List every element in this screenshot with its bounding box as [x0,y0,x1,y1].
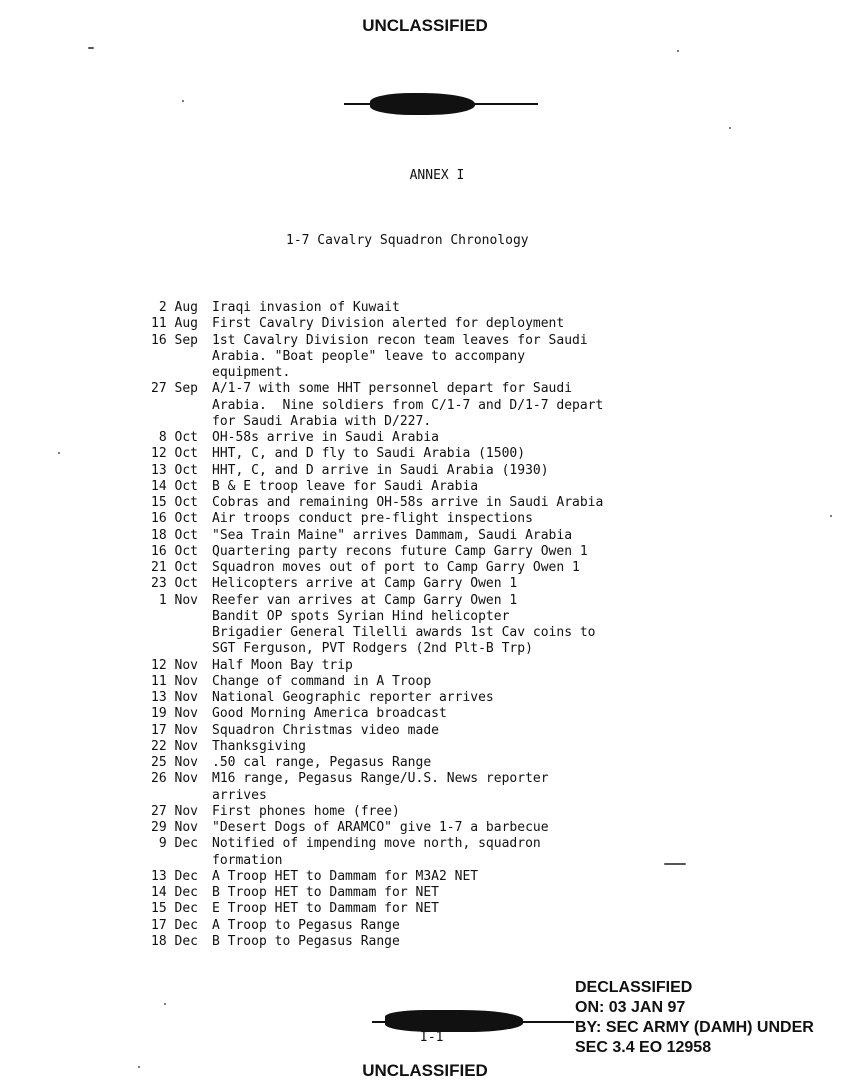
entry-date: 8 Oct [158,430,198,445]
entry-description: Notified of impending move north, squadron [212,836,541,852]
top-redaction-block [370,93,475,115]
entry-description: for Saudi Arabia with D/227. [212,413,432,429]
entry-date [140,349,212,365]
entry-description: Thanksgiving [212,738,306,754]
entry-description: SGT Ferguson, PVT Rodgers (2nd Plt-B Trp) [212,641,533,657]
chronology-entry [140,316,732,332]
chronology-entry-continuation [140,365,732,381]
entry-description: HHT, C, and D fly to Saudi Arabia (1500) [212,446,526,462]
scan-speck [182,100,184,102]
entry-date: 16 Oct [151,511,198,527]
entry-date: 13 Oct [151,462,198,478]
page-number: I-1 [420,1030,444,1045]
entry-description: B Troop HET to Dammam for NET [212,885,439,900]
entry-description: equipment. [212,365,291,380]
entry-description: 1st Cavalry Division recon team leaves for Saudi [212,332,588,348]
entry-description: A Troop HET to Dammam for M3A2 NET [212,868,479,884]
entry-date: 2 Aug [158,300,198,315]
decl-line-4: SEC 3.4 EO 12958 [575,1039,712,1056]
entry-date: 16 Oct [151,543,198,559]
scan-speck [677,50,679,52]
entry-date [140,853,212,869]
chronology-entry [140,820,732,836]
chronology-entry [140,300,732,316]
scan-speck [830,515,832,517]
scan-speck [88,47,94,49]
entry-description: National Geographic reporter arrives [212,690,494,705]
entry-description: Bandit OP spots Syrian Hind helicopter [212,608,510,624]
chronology-entry [140,528,732,544]
scan-speck [164,1003,166,1005]
entry-description: First Cavalry Division alerted for deployment [212,316,565,332]
entry-date: 15 Dec [151,901,198,917]
chronology-entry [140,560,732,576]
entry-date: 19 Nov [151,706,198,722]
entry-date: 25 Nov [151,755,198,770]
entry-date: 11 Aug [151,316,198,332]
entry-description: HHT, C, and D arrive in Saudi Arabia (1930) [212,462,549,478]
chronology-entry-continuation [140,609,732,625]
entry-date: 17 Dec [151,917,198,933]
entry-date [140,398,212,414]
entry-description: Air troops conduct pre-flight inspections [212,511,533,527]
chronology-entry-continuation [140,625,732,641]
chronology-entry-continuation [140,853,732,869]
chronology-entry [140,869,732,885]
entry-date: 14 Dec [151,885,198,900]
chronology-entry [140,511,732,527]
chronology-entry [140,544,732,560]
entry-description: arrives [212,787,267,803]
document-title: 1-7 Cavalry Squadron Chronology [286,233,529,248]
decl-line-2: ON: 03 JAN 97 [575,999,686,1016]
entry-date [140,641,212,657]
entry-description: .50 cal range, Pegasus Range [212,755,432,770]
entry-date [140,609,212,625]
entry-date: 13 Nov [151,690,198,705]
entry-description: First phones home (free) [212,803,400,819]
footer-classification: UNCLASSIFIED [362,1061,488,1080]
chronology-entry [140,463,732,479]
entry-date [140,625,212,641]
entry-date [140,414,212,430]
chronology-entry-continuation [140,641,732,657]
entry-date: 21 Oct [151,560,198,575]
entry-description: Arabia. "Boat people" leave to accompany [212,348,526,364]
entry-date: 9 Dec [158,836,198,852]
chronology-entry [140,706,732,722]
entry-date: 23 Oct [151,576,198,592]
entry-date: 18 Oct [151,527,198,543]
chronology-entry-continuation [140,788,732,804]
entry-date: 13 Dec [151,868,198,884]
entry-date [140,365,212,381]
chronology-entry [140,381,732,397]
entry-description: Brigadier General Tilelli awards 1st Cav coins to [212,625,596,640]
entry-description: formation [212,852,283,868]
chronology-entry [140,885,732,901]
entry-date: 14 Oct [151,478,198,494]
chronology-entry [140,446,732,462]
chronology-entry [140,576,732,592]
chronology-entry [140,771,732,787]
entry-description: Cobras and remaining OH-58s arrive in Saudi Arabia [212,495,604,510]
entry-date: 27 Sep [151,381,198,397]
entry-date: 22 Nov [151,738,198,754]
entry-date: 27 Nov [151,803,198,819]
entry-description: Reefer van arrives at Camp Garry Owen 1 [212,592,518,608]
entry-date: 16 Sep [151,332,198,348]
decl-line-1: DECLASSIFIED [575,979,693,996]
entry-description: Quartering party recons future Camp Garry Owen 1 [212,543,588,559]
chronology-entry [140,918,732,934]
entry-date: 29 Nov [151,820,198,835]
entry-description: Helicopters arrive at Camp Garry Owen 1 [212,576,518,592]
chronology-entry-continuation [140,414,732,430]
chronology-entry [140,755,732,771]
chronology-entry [140,333,732,349]
entry-description: Arabia. Nine soldiers from C/1-7 and D/1-7 depart [212,397,604,413]
entry-description: OH-58s arrive in Saudi Arabia [212,430,439,445]
header-classification: UNCLASSIFIED [362,16,488,35]
chronology-entry [140,739,732,755]
chronology-entry [140,901,732,917]
annex-label: ANNEX I [409,168,465,183]
chronology-entry-continuation [140,349,732,365]
entry-description: Iraqi invasion of Kuwait [212,300,400,315]
chronology-entry [140,934,732,950]
entry-date: 17 Nov [151,722,198,738]
chronology-entry-continuation [140,398,732,414]
entry-description: "Sea Train Maine" arrives Dammam, Saudi Arabia [212,527,573,543]
entry-date [140,788,212,804]
entry-description: Good Morning America broadcast [212,706,447,722]
chronology-entry [140,658,732,674]
chronology-list [140,300,732,950]
entry-description: Change of command in A Troop [212,673,432,689]
scan-speck [664,863,686,865]
scan-speck [138,1066,140,1068]
decl-line-3: BY: SEC ARMY (DAMH) UNDER [575,1019,814,1036]
entry-description: A/1-7 with some HHT personnel depart for Saudi [212,381,573,397]
entry-date: 12 Nov [151,657,198,673]
scan-speck [729,127,731,129]
chronology-entry [140,495,732,511]
chronology-entry [140,593,732,609]
chronology-entry [140,690,732,706]
chronology-entry [140,804,732,820]
chronology-entry [140,723,732,739]
entry-description: Half Moon Bay trip [212,657,353,673]
entry-description: B Troop to Pegasus Range [212,933,400,949]
chronology-entry [140,674,732,690]
entry-date: 18 Dec [151,933,198,949]
entry-description: Squadron moves out of port to Camp Garry Owen 1 [212,560,580,575]
entry-date: 15 Oct [151,495,198,510]
entry-date: 11 Nov [151,673,198,689]
entry-date: 26 Nov [151,771,198,787]
entry-description: Squadron Christmas video made [212,722,439,738]
chronology-entry [140,479,732,495]
entry-description: B & E troop leave for Saudi Arabia [212,478,479,494]
bottom-redaction-block [385,1010,523,1032]
entry-date: 12 Oct [151,446,198,462]
chronology-entry [140,836,732,852]
entry-description: A Troop to Pegasus Range [212,917,400,933]
entry-description: E Troop HET to Dammam for NET [212,901,439,917]
entry-date: 1 Nov [158,592,198,608]
entry-description: "Desert Dogs of ARAMCO" give 1-7 a barbecue [212,820,549,835]
entry-description: M16 range, Pegasus Range/U.S. News reporter [212,771,549,787]
scan-speck [58,452,60,454]
declassification-stamp [575,978,814,1058]
chronology-entry [140,430,732,446]
